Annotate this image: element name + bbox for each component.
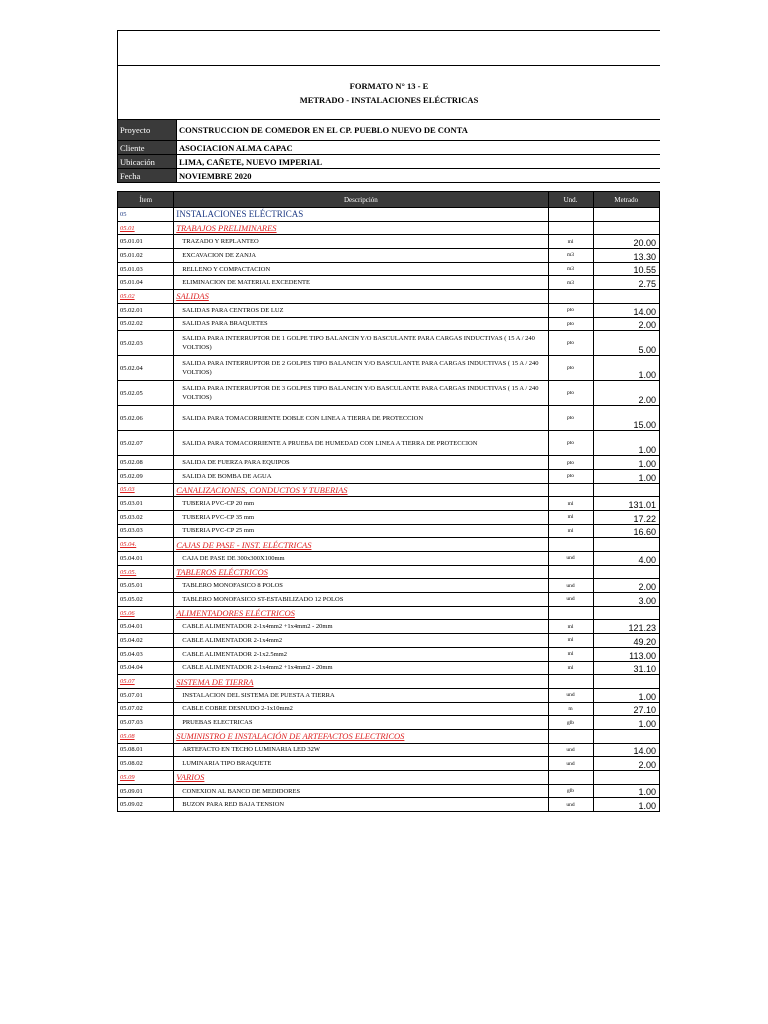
spacer	[117, 183, 660, 191]
table-row	[118, 497, 660, 511]
item-metrado: 16.60	[593, 524, 660, 538]
item-metrado: 1.00	[593, 798, 660, 812]
item-description: SALIDA PARA INTERRUPTOR DE 2 GOLPES TIPO BALANCIN Y/O BASCULANTE PARA CARGAS INDUCTIVAS ( 15 A / 240 VOLTIOS)	[174, 356, 548, 381]
section-row	[118, 221, 660, 235]
item-metrado: 1.00	[593, 469, 660, 483]
item-metrado: 20.00	[593, 235, 660, 249]
item-metrado: 27.10	[593, 702, 660, 716]
item-unit: und	[548, 798, 593, 812]
item-unit: und	[548, 552, 593, 566]
item-description: CAJA DE PASE DE 300x300X100mm	[174, 552, 548, 566]
item-code: 05.01.04	[118, 276, 174, 290]
item-description: TUBERIA PVC-CP 25 mm	[174, 524, 548, 538]
item-description: TABLERO MONOFASICO ST-ESTABILIZADO 12 POLOS	[174, 593, 548, 607]
item-unit: und	[548, 688, 593, 702]
item-unit	[548, 221, 593, 235]
item-code: 05.08.01	[118, 743, 174, 757]
item-code: 05.05.01	[118, 579, 174, 593]
item-metrado: 13.30	[593, 249, 660, 263]
info-label: Cliente	[118, 141, 177, 155]
item-unit: m3	[548, 249, 593, 263]
item-code: 05.06	[118, 606, 174, 620]
item-code: 05.04.01	[118, 552, 174, 566]
item-metrado: 1.00	[593, 716, 660, 730]
item-unit: pto	[548, 317, 593, 331]
item-code: 05.04.03	[118, 647, 174, 661]
project-info-table	[117, 119, 660, 183]
group-row	[118, 208, 660, 222]
item-description: CABLE ALIMENTADOR 2-1x2.5mm2	[174, 647, 548, 661]
section-row	[118, 483, 660, 497]
table-row	[118, 552, 660, 566]
item-code: 05.04.	[118, 538, 174, 552]
item-description: RELLENO Y COMPACTACION	[174, 262, 548, 276]
table-row	[118, 406, 660, 431]
item-unit: ml	[548, 510, 593, 524]
item-code: 05.02.01	[118, 303, 174, 317]
table-row	[118, 381, 660, 406]
item-metrado: 2.00	[593, 381, 660, 406]
info-row-ubicacion	[118, 155, 661, 169]
item-code: 05.02.08	[118, 456, 174, 470]
item-description: PRUEBAS ELECTRICAS	[174, 716, 548, 730]
section-row	[118, 729, 660, 743]
item-metrado: 1.00	[593, 431, 660, 456]
item-metrado	[593, 565, 660, 579]
item-code: 05.02.02	[118, 317, 174, 331]
item-description: TRABAJOS PRELIMINARES	[174, 221, 548, 235]
item-unit: ml	[548, 235, 593, 249]
item-description: LUMINARIA TIPO BRAQUETE	[174, 757, 548, 771]
item-unit: m3	[548, 262, 593, 276]
info-label: Ubicación	[118, 155, 177, 169]
item-code: 05.03.02	[118, 510, 174, 524]
item-metrado: 4.00	[593, 552, 660, 566]
table-row	[118, 634, 660, 648]
item-metrado	[593, 675, 660, 689]
table-row	[118, 620, 660, 634]
item-code: 05.08	[118, 729, 174, 743]
table-row	[118, 331, 660, 356]
table-header-row	[118, 192, 660, 208]
table-body	[118, 208, 660, 812]
item-unit	[548, 290, 593, 304]
item-metrado: 1.00	[593, 456, 660, 470]
item-description: TABLEROS ELÉCTRICOS	[174, 565, 548, 579]
info-row-cliente	[118, 141, 661, 155]
item-metrado	[593, 483, 660, 497]
item-description: INSTALACION DEL SISTEMA DE PUESTA A TIERRA	[174, 688, 548, 702]
item-code: 05.02.06	[118, 406, 174, 431]
table-row	[118, 647, 660, 661]
item-description: SALIDA PARA INTERRUPTOR DE 3 GOLPES TIPO BALANCIN Y/O BASCULANTE PARA CARGAS INDUCTIVAS ( 15 A / 240 VOLTIOS)	[174, 381, 548, 406]
table-row	[118, 510, 660, 524]
item-code: 05.09.01	[118, 784, 174, 798]
item-code: 05.09	[118, 771, 174, 785]
item-metrado: 2.00	[593, 317, 660, 331]
item-code: 05.08.02	[118, 757, 174, 771]
item-metrado	[593, 606, 660, 620]
item-code: 05.02.07	[118, 431, 174, 456]
item-description: CABLE ALIMENTADOR 2-1x4mm2 +1x4mm2 - 20mm	[174, 661, 548, 675]
item-description: SISTEMA DE TIERRA	[174, 675, 548, 689]
item-metrado: 14.00	[593, 743, 660, 757]
column-header-description: Descripción	[174, 192, 548, 208]
item-description: SALIDAS PARA BRAQUETES	[174, 317, 548, 331]
item-metrado: 1.00	[593, 688, 660, 702]
item-metrado: 31.10	[593, 661, 660, 675]
item-description: SALIDAS PARA CENTROS DE LUZ	[174, 303, 548, 317]
item-code: 05.01	[118, 221, 174, 235]
item-code: 05.01.03	[118, 262, 174, 276]
section-row	[118, 538, 660, 552]
item-unit: und	[548, 579, 593, 593]
item-metrado: 113.00	[593, 647, 660, 661]
item-unit: pto	[548, 381, 593, 406]
item-unit	[548, 675, 593, 689]
item-description: TUBERIA PVC-CP 35 mm	[174, 510, 548, 524]
item-metrado: 2.75	[593, 276, 660, 290]
item-metrado: 131.01	[593, 497, 660, 511]
item-code: 05.01.01	[118, 235, 174, 249]
item-unit	[548, 565, 593, 579]
item-unit	[548, 538, 593, 552]
item-unit: ml	[548, 661, 593, 675]
item-description: SALIDA PARA TOMACORRIENTE A PRUEBA DE HUMEDAD CON LINEA A TIERRA DE PROTECCION	[174, 431, 548, 456]
item-description: BUZON PARA RED BAJA TENSION	[174, 798, 548, 812]
item-metrado: 121.23	[593, 620, 660, 634]
item-description: EXCAVACION DE ZANJA	[174, 249, 548, 263]
item-metrado	[593, 729, 660, 743]
metrado-table	[117, 191, 660, 812]
info-label: Fecha	[118, 169, 177, 183]
table-row	[118, 661, 660, 675]
item-unit	[548, 729, 593, 743]
table-row	[118, 593, 660, 607]
item-unit: m	[548, 702, 593, 716]
item-description: SALIDA DE BOMBA DE AGUA	[174, 469, 548, 483]
item-metrado: 3.00	[593, 593, 660, 607]
item-description: SALIDA DE FUERZA PARA EQUIPOS	[174, 456, 548, 470]
item-metrado: 1.00	[593, 784, 660, 798]
item-description: CABLE COBRE DESNUDO 2-1x10mm2	[174, 702, 548, 716]
item-unit	[548, 771, 593, 785]
table-row	[118, 317, 660, 331]
item-description: CONEXION AL BANCO DE MEDIDORES	[174, 784, 548, 798]
item-code: 05.04.04	[118, 661, 174, 675]
item-metrado	[593, 208, 660, 222]
item-description: ELIMINACION DE MATERIAL EXCEDENTE	[174, 276, 548, 290]
item-metrado	[593, 290, 660, 304]
item-unit	[548, 606, 593, 620]
metrado-sheet	[117, 30, 660, 812]
item-unit: pto	[548, 469, 593, 483]
table-row	[118, 579, 660, 593]
item-code: 05.09.02	[118, 798, 174, 812]
item-code: 05.05.02	[118, 593, 174, 607]
item-code: 05.07	[118, 675, 174, 689]
info-row-proyecto	[118, 120, 661, 141]
table-row	[118, 456, 660, 470]
item-description: CANALIZACIONES, CONDUCTOS Y TUBERIAS	[174, 483, 548, 497]
document-subtitle: METRADO - INSTALACIONES ELÉCTRICAS	[299, 95, 479, 105]
item-description: TUBERIA PVC-CP 20 mm	[174, 497, 548, 511]
item-unit: pto	[548, 303, 593, 317]
item-description: SALIDA PARA TOMACORRIENTE DOBLE CON LINEA A TIERRA DE PROTECCION	[174, 406, 548, 431]
item-description: TRAZADO Y REPLANTEO	[174, 235, 548, 249]
item-code: 05.07.02	[118, 702, 174, 716]
info-value: ASOCIACION ALMA CAPAC	[177, 141, 661, 155]
item-code: 05.02.03	[118, 331, 174, 356]
item-unit	[548, 483, 593, 497]
item-description: ARTEFACTO EN TECHO LUMINARIA LED 32W	[174, 743, 548, 757]
item-unit: ml	[548, 497, 593, 511]
item-metrado: 10.55	[593, 262, 660, 276]
column-header-unit: Und.	[548, 192, 593, 208]
info-label: Proyecto	[118, 120, 177, 141]
info-row-fecha	[118, 169, 661, 183]
item-code: 05.03.03	[118, 524, 174, 538]
item-code: 05.01.02	[118, 249, 174, 263]
item-code: 05.07.03	[118, 716, 174, 730]
item-description: CAJAS DE PASE - INST. ELÉCTRICAS	[174, 538, 548, 552]
item-unit: pto	[548, 356, 593, 381]
section-row	[118, 675, 660, 689]
item-unit: m3	[548, 276, 593, 290]
item-code: 05.02.09	[118, 469, 174, 483]
item-unit: ml	[548, 620, 593, 634]
table-row	[118, 276, 660, 290]
item-description: SALIDAS	[174, 290, 548, 304]
item-unit: pto	[548, 331, 593, 356]
section-row	[118, 771, 660, 785]
item-metrado	[593, 221, 660, 235]
item-metrado: 1.00	[593, 356, 660, 381]
table-row	[118, 702, 660, 716]
header-blank-box	[117, 30, 660, 65]
item-unit: und	[548, 757, 593, 771]
item-metrado: 2.00	[593, 579, 660, 593]
table-row	[118, 743, 660, 757]
item-metrado	[593, 538, 660, 552]
info-value: NOVIEMBRE 2020	[177, 169, 661, 183]
document-title: FORMATO N° 13 - E	[349, 81, 429, 91]
item-unit: ml	[548, 647, 593, 661]
table-row	[118, 757, 660, 771]
item-code: 05.03.01	[118, 497, 174, 511]
item-code: 05.07.01	[118, 688, 174, 702]
section-row	[118, 290, 660, 304]
item-code: 05	[118, 208, 174, 222]
table-row	[118, 798, 660, 812]
item-code: 05.02	[118, 290, 174, 304]
item-description: TABLERO MONOFASICO 8 POLOS	[174, 579, 548, 593]
title-block	[117, 65, 660, 115]
item-unit: pto	[548, 431, 593, 456]
item-code: 05.02.04	[118, 356, 174, 381]
item-metrado: 2.00	[593, 757, 660, 771]
item-description: CABLE ALIMENTADOR 2-1x4mm2	[174, 634, 548, 648]
table-row	[118, 688, 660, 702]
item-metrado: 5.00	[593, 331, 660, 356]
item-metrado: 17.22	[593, 510, 660, 524]
item-unit: und	[548, 743, 593, 757]
item-code: 05.05.	[118, 565, 174, 579]
table-row	[118, 469, 660, 483]
item-description: INSTALACIONES ELÉCTRICAS	[174, 208, 548, 222]
item-code: 05.03	[118, 483, 174, 497]
table-row	[118, 235, 660, 249]
item-description: SALIDA PARA INTERRUPTOR DE 1 GOLPE TIPO BALANCIN Y/O BASCULANTE PARA CARGAS INDUCTIVAS ( 15 A / 240 VOLTIOS)	[174, 331, 548, 356]
column-header-item: Ítem	[118, 192, 174, 208]
item-metrado: 49.20	[593, 634, 660, 648]
item-unit: ml	[548, 634, 593, 648]
item-description: VARIOS	[174, 771, 548, 785]
item-description: ALIMENTADORES ELÉCTRICOS	[174, 606, 548, 620]
item-metrado: 15.00	[593, 406, 660, 431]
item-unit: pto	[548, 406, 593, 431]
table-row	[118, 431, 660, 456]
item-code: 05.04.01	[118, 620, 174, 634]
item-unit: glb	[548, 784, 593, 798]
table-row	[118, 784, 660, 798]
item-unit: und	[548, 593, 593, 607]
item-unit: pto	[548, 456, 593, 470]
table-row	[118, 249, 660, 263]
item-metrado	[593, 771, 660, 785]
item-code: 05.04.02	[118, 634, 174, 648]
item-metrado: 14.00	[593, 303, 660, 317]
section-row	[118, 606, 660, 620]
table-row	[118, 356, 660, 381]
item-unit	[548, 208, 593, 222]
table-row	[118, 303, 660, 317]
info-value: CONSTRUCCION DE COMEDOR EN EL CP. PUEBLO NUEVO DE CONTA	[177, 120, 661, 141]
section-row	[118, 565, 660, 579]
info-value: LIMA, CAÑETE, NUEVO IMPERIAL	[177, 155, 661, 169]
item-description: CABLE ALIMENTADOR 2-1x4mm2 +1x4mm2 - 20mm	[174, 620, 548, 634]
column-header-metrado: Metrado	[593, 192, 660, 208]
table-row	[118, 262, 660, 276]
item-code: 05.02.05	[118, 381, 174, 406]
table-row	[118, 524, 660, 538]
table-row	[118, 716, 660, 730]
item-unit: glb	[548, 716, 593, 730]
item-unit: ml	[548, 524, 593, 538]
item-description: SUMINISTRO E INSTALACIÓN DE ARTEFACTOS ELECTRICOS	[174, 729, 548, 743]
